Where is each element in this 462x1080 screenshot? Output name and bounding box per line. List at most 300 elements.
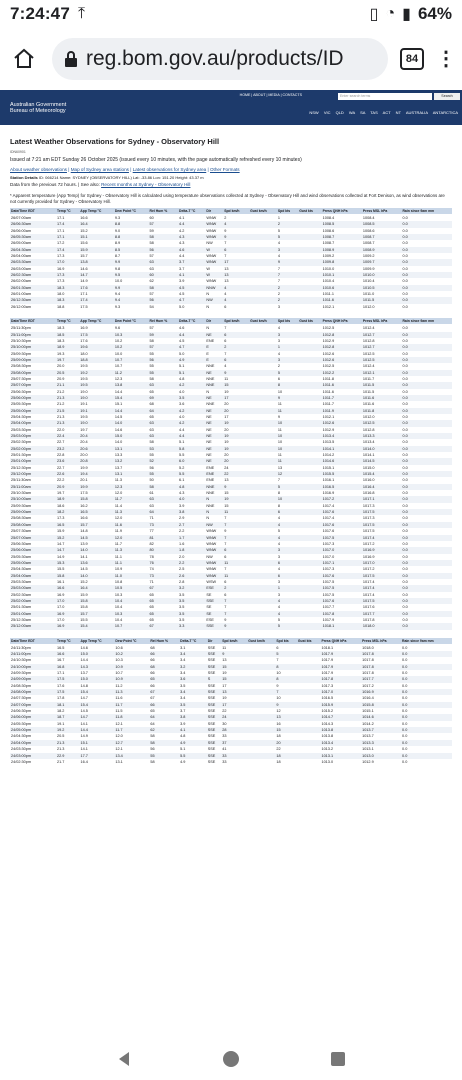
table-cell: 1016.5 — [322, 484, 362, 490]
table-cell: 4 — [223, 221, 249, 227]
table-cell: 53 — [149, 446, 179, 452]
table-cell: 4.4 — [179, 254, 185, 259]
table-cell: 22.6 — [56, 471, 79, 477]
table-cell: 4.5 — [179, 338, 185, 343]
table-cell: 10.9 — [114, 676, 149, 682]
table-cell: 11.9 — [114, 529, 122, 534]
table-cell: 14.3 — [79, 664, 114, 670]
table-cell: 4 — [277, 326, 281, 331]
table-cell: 16.6 — [56, 651, 79, 657]
column-header: Rain since 9am mm — [401, 318, 452, 325]
table-cell: WNW — [205, 560, 223, 566]
table-cell: 25/10:00am — [10, 496, 56, 502]
table-cell — [297, 644, 321, 651]
table-cell: 13.8 — [114, 382, 149, 388]
table-cell: 7 — [223, 611, 249, 617]
table-cell: 17.4 — [56, 221, 79, 227]
table-cell: 11.7 — [114, 702, 149, 708]
table-cell: 1016.4 — [362, 484, 402, 490]
table-cell: 3.5 — [178, 611, 205, 617]
table-cell: 17.5 — [56, 676, 79, 682]
table-cell: 3 — [277, 247, 298, 253]
table-cell: 25/06:00am — [10, 547, 56, 553]
table-cell: 7 — [277, 279, 281, 284]
table-cell: 18.6 — [57, 503, 65, 508]
table-cell: 11.2 — [114, 370, 149, 376]
table-cell: 73 — [149, 522, 179, 528]
table-cell: 3.6 — [179, 402, 185, 407]
table-cell: 25/07:00pm — [10, 382, 56, 388]
table-cell: 1.7 — [178, 535, 205, 541]
table-cell: 17.1 — [80, 292, 88, 297]
table-cell: 24/07:00pm — [10, 702, 56, 708]
table-cell: 17.4 — [56, 247, 79, 253]
latest-obs-link[interactable]: Latest observations for Sydney area — [132, 167, 207, 172]
table-cell: 16.9 — [57, 266, 65, 271]
table-cell: 26/03:30am — [10, 259, 56, 265]
table-cell: 81 — [149, 535, 179, 541]
table-cell: 57 — [149, 221, 179, 227]
table-cell: 11.4 — [114, 503, 122, 508]
table-cell: 25/03:30am — [11, 579, 32, 584]
search-input[interactable]: Enter search terms — [338, 93, 432, 100]
table-cell: 1011.7 — [322, 402, 334, 407]
table-cell: 64 — [149, 408, 179, 414]
table-cell: 11.3 — [114, 547, 149, 553]
table-cell: 14.1 — [80, 721, 88, 726]
table-cell — [249, 325, 277, 332]
table-cell: 1014.2 — [322, 453, 335, 458]
table-cell: 1011.5 — [362, 297, 402, 303]
table-cell: 12.3 — [114, 484, 149, 490]
table-cell: 11.7 — [114, 727, 149, 733]
table-cell: 4.1 — [179, 216, 185, 220]
table-cell: 1016.9 — [362, 554, 375, 559]
tab-switcher-button[interactable]: 84 — [400, 48, 424, 70]
table-cell: 1017.6 — [322, 598, 362, 604]
table-cell: 25/11:30am — [11, 478, 31, 483]
table-cell: 22.8 — [57, 453, 65, 458]
table-cell: SSE — [207, 740, 222, 746]
table-cell: 1014.2 — [362, 721, 374, 726]
table-cell: 0.0 — [401, 702, 452, 708]
back-icon[interactable] — [114, 1049, 134, 1069]
table-cell: 10.3 — [114, 332, 149, 338]
table-cell: 7 — [277, 272, 298, 278]
table-cell: 1010.0 — [322, 266, 335, 271]
table-cell: 10.9 — [114, 567, 123, 572]
table-cell: 1017.1 — [322, 560, 362, 566]
table-cell: 1017.0 — [322, 554, 335, 559]
table-cell: 10 — [277, 420, 298, 426]
table-cell: 9.0 — [114, 228, 121, 233]
table-cell: 5 — [277, 484, 298, 490]
other-formats-link[interactable]: Other Formats — [209, 167, 240, 172]
table-cell: 18 — [275, 753, 297, 759]
table-cell: 1016.9 — [322, 491, 335, 496]
column-header: Temp °C — [56, 208, 79, 215]
table-cell: 1008.6 — [322, 228, 335, 233]
table-cell: 14.0 — [114, 440, 123, 445]
table-cell: 0.0 — [401, 395, 452, 401]
table-cell: 58 — [150, 734, 155, 739]
table-cell: 20.9 — [56, 484, 79, 490]
table-cell: 55 — [149, 370, 179, 376]
table-cell: 1016.4 — [362, 696, 374, 701]
overflow-menu-icon[interactable]: ⋮ — [436, 48, 456, 70]
table-cell: WNW — [206, 254, 217, 259]
table-cell: 16.4 — [79, 221, 114, 227]
table-cell: 26/02:00am — [11, 279, 32, 284]
table-cell: 15.1 — [79, 234, 114, 240]
table-cell: 1017.9 — [321, 658, 334, 663]
table-cell: 10 — [276, 671, 281, 676]
table-cell: 14.4 — [79, 727, 114, 733]
column-header: Dir — [207, 638, 222, 645]
table-cell: 15.6 — [80, 241, 88, 246]
table-cell: 2.9 — [179, 516, 185, 521]
table-cell: 14.5 — [80, 709, 88, 714]
table-cell: 10.3 — [114, 611, 149, 617]
table-cell: 22 — [223, 471, 249, 477]
table-cell: 15 — [275, 727, 297, 733]
table-cell: 0.0 — [401, 420, 452, 426]
table-cell: NW — [206, 241, 213, 246]
table-cell: 0.0 — [402, 491, 408, 496]
table-cell: 4.3 — [179, 491, 185, 496]
table-cell — [298, 215, 321, 222]
table-cell: 14.7 — [80, 696, 88, 701]
table-cell: WNW — [205, 547, 223, 553]
table-cell: 1017.5 — [322, 585, 362, 591]
table-cell: 25/10:00pm — [10, 344, 56, 350]
recent-months-link[interactable]: Recent months at Sydney - Observatory Hill — [101, 182, 191, 187]
table-cell: 25/02:30am — [11, 592, 32, 597]
table-cell: 0.0 — [402, 304, 408, 309]
table-cell: 25/01:00am — [10, 611, 56, 617]
table-cell: 6 — [277, 573, 298, 579]
table-cell: NE — [205, 332, 223, 338]
home-button[interactable] — [0, 47, 48, 71]
table-cell: 58 — [149, 338, 154, 343]
table-cell: 67 — [150, 696, 155, 701]
table-cell: 17 — [223, 259, 249, 265]
table-cell: SSE — [207, 696, 216, 701]
table-cell: 1008.4 — [322, 216, 335, 220]
table-cell: 4 — [277, 598, 298, 604]
table-cell: ENE — [206, 338, 215, 343]
top-links[interactable]: HOME | ABOUT | MEDIA | CONTACTS — [239, 93, 302, 97]
table-cell: 57 — [149, 292, 154, 297]
table-cell: 15.5 — [80, 617, 88, 622]
table-cell: 4.1 — [179, 727, 207, 733]
table-cell: 11.1 — [114, 560, 149, 566]
table-cell: 19.7 — [56, 357, 79, 363]
table-cell: 16 — [276, 721, 281, 726]
table-cell: 4 — [223, 285, 249, 291]
table-cell: 19.4 — [79, 471, 114, 477]
table-cell: 5.5 — [179, 453, 185, 458]
table-cell: 52 — [149, 458, 179, 464]
table-row — [10, 759, 452, 765]
table-cell: 57 — [149, 254, 154, 259]
table-cell: 1017.1 — [362, 496, 402, 502]
table-cell: 16.9 — [56, 623, 79, 629]
table-cell: 65 — [149, 592, 154, 597]
table-cell: 58 — [150, 759, 155, 764]
table-cell: N — [206, 292, 210, 297]
table-cell: 24/11:30pm — [11, 645, 31, 650]
table-cell — [249, 215, 277, 222]
table-cell: 24 — [221, 714, 247, 720]
table-cell: 0.0 — [401, 285, 452, 291]
table-cell: 3.2 — [179, 664, 207, 670]
table-cell: WNW — [205, 573, 223, 579]
table-cell: 16.6 — [80, 516, 88, 521]
table-cell: 6 — [277, 376, 281, 381]
table-cell: 25/10:30am — [11, 491, 32, 496]
table-cell: 7 — [224, 241, 227, 246]
table-cell: 1012.8 — [322, 344, 362, 350]
table-cell: 19 — [222, 696, 227, 701]
table-cell: 68 — [149, 402, 154, 407]
table-cell: 24/02:30pm — [11, 759, 32, 764]
table-cell: 25/10:30pm — [11, 338, 32, 343]
table-cell: 1013.4 — [362, 440, 375, 445]
table-cell: 66 — [149, 651, 179, 657]
table-cell: 11.3 — [114, 478, 122, 483]
table-cell: 13.9 — [80, 541, 88, 546]
table-cell: 0.0 — [402, 683, 408, 688]
table-cell: S — [207, 676, 222, 682]
column-header: Date/Time EDT — [10, 638, 56, 645]
table-cell: 10.0 — [114, 351, 123, 356]
table-cell: 1012.6 — [322, 357, 362, 363]
table-cell: 11 — [223, 573, 249, 579]
table-cell: 62 — [149, 279, 154, 284]
table-cell: 19.2 — [56, 727, 79, 733]
url-text: reg.bom.gov.au/products/ID — [86, 47, 344, 70]
main-content — [0, 125, 462, 765]
table-cell: 0.0 — [402, 440, 408, 445]
table-cell: 28 — [221, 727, 247, 733]
map-link[interactable]: Map of Sydney area stations — [70, 167, 129, 172]
table-cell: NNE — [205, 484, 223, 490]
table-cell: 13.1 — [114, 446, 149, 452]
table-cell: 25/02:00am — [10, 598, 56, 604]
table-cell: 20.9 — [57, 376, 65, 381]
table-cell: 1008.7 — [362, 234, 402, 240]
table-cell: 0.0 — [401, 598, 452, 604]
table-cell: 1016.0 — [362, 478, 375, 483]
table-cell: 1017.6 — [322, 529, 335, 534]
table-cell: 1014.3 — [321, 721, 334, 726]
recents-icon[interactable] — [328, 1049, 348, 1069]
table-cell: 4.8 — [179, 376, 185, 381]
table-cell: 17.3 — [57, 254, 65, 259]
table-cell: 63 — [149, 420, 179, 426]
table-cell: 9 — [221, 651, 247, 657]
table-cell: 18.9 — [56, 496, 79, 502]
table-cell: 25/09:30am — [11, 503, 32, 508]
table-cell: 3.6 — [179, 676, 207, 682]
table-cell: 12.1 — [115, 747, 123, 752]
table-cell: 0.0 — [401, 382, 452, 388]
table-cell: 21.2 — [57, 402, 65, 407]
table-cell: 4.2 — [178, 420, 205, 426]
column-header: Spd kts — [275, 638, 297, 645]
table-cell: 25/12:00pm — [10, 471, 56, 477]
table-cell: 14.5 — [79, 535, 114, 541]
table-cell: 6 — [277, 560, 298, 566]
table-cell: 13 — [275, 714, 297, 720]
table-cell: 0.0 — [402, 645, 408, 650]
table-cell: 24/11:00pm — [10, 651, 56, 657]
table-cell: 60 — [149, 216, 154, 220]
table-cell: 4 — [277, 541, 281, 546]
table-cell: 0.0 — [402, 617, 408, 622]
table-cell: 7 — [224, 516, 227, 521]
table-cell: 1016.1 — [322, 478, 335, 483]
table-cell: 15.8 — [56, 573, 79, 579]
table-cell: 4 — [277, 351, 281, 356]
table-cell: 16.5 — [57, 645, 65, 650]
table-cell: 1009.8 — [322, 259, 362, 265]
table-cell: 21.3 — [56, 740, 79, 746]
table-cell: 11.6 — [114, 522, 149, 528]
table-cell: 14.1 — [80, 747, 88, 752]
table-cell: 66 — [150, 671, 155, 676]
table-cell: 13.7 — [80, 671, 88, 676]
table-cell: 19.5 — [80, 376, 88, 381]
table-cell: 66 — [149, 702, 179, 708]
home-nav-icon[interactable] — [221, 1049, 241, 1069]
table-cell: 11 — [222, 645, 227, 650]
table-cell: 0.0 — [402, 389, 408, 394]
table-cell: 25/09:00am — [10, 509, 56, 515]
table-cell: N — [205, 509, 223, 515]
table-cell: 25/12:30am — [11, 617, 32, 622]
table-cell: NE — [206, 427, 212, 432]
table-cell: 12 — [277, 471, 298, 477]
table-cell: 1011.9 — [322, 408, 362, 414]
table-cell: 13 — [224, 478, 229, 483]
table-cell: 20 — [275, 740, 297, 746]
about-observations-link[interactable]: About weather observations — [10, 167, 67, 172]
table-cell: 0.0 — [402, 279, 408, 284]
table-row — [10, 644, 452, 651]
table-cell: 12.0 — [114, 516, 123, 521]
table-cell: 1014.1 — [322, 446, 362, 452]
vibrate-icon: ▯ — [369, 6, 379, 23]
table-cell: 1015.1 — [322, 465, 335, 470]
column-header: Spd km/h — [223, 208, 249, 215]
table-cell: 5.8 — [178, 446, 205, 452]
table-cell: 22.7 — [57, 440, 65, 445]
page-title: Latest Weather Observations for Sydney - Observatory Hill — [10, 137, 220, 146]
table-cell: 26/06:30am — [10, 221, 56, 227]
table-cell: 25/12:30pm — [11, 465, 32, 470]
table-cell: 24/10:00pm — [10, 664, 56, 670]
table-cell: 25/01:30pm — [11, 453, 32, 458]
table-cell: 1017.7 — [362, 611, 402, 617]
table-cell: SSE — [207, 759, 216, 764]
table-cell: 24/08:30pm — [11, 683, 32, 688]
table-cell: 0.0 — [401, 611, 452, 617]
table-cell: SSE — [205, 623, 223, 629]
table-cell: 1015.1 — [362, 709, 374, 714]
table-cell: 2 — [224, 216, 227, 220]
table-cell: 8 — [277, 491, 281, 496]
table-cell: 1012.5 — [322, 364, 335, 369]
table-cell: 1.6 — [179, 541, 185, 546]
table-cell: 4.4 — [179, 427, 185, 432]
table-cell: 11.8 — [114, 714, 149, 720]
table-cell: 1012.9 — [322, 338, 335, 343]
table-cell: 17.1 — [57, 216, 65, 220]
table-cell: 66 — [150, 683, 155, 688]
table-cell: 9.9 — [114, 259, 149, 265]
table-cell: 21.7 — [57, 759, 65, 764]
table-cell: 1012.4 — [362, 326, 375, 331]
table-cell: 4.0 — [178, 496, 205, 502]
table-cell: 3.5 — [179, 592, 185, 597]
table-cell: NE — [205, 433, 223, 439]
search-button[interactable]: Search — [434, 93, 460, 100]
table-cell: WNW — [205, 535, 223, 541]
table-cell: 1017.4 — [362, 579, 375, 584]
column-header: Delta-T °C — [178, 208, 205, 215]
table-row — [10, 325, 452, 332]
table-cell: 77 — [149, 529, 154, 534]
column-header: Press QNH hPa — [322, 318, 362, 325]
table-cell: 17.6 — [57, 683, 65, 688]
table-row — [10, 623, 452, 629]
table-cell: 80 — [149, 547, 179, 553]
state-nav[interactable]: NSW VIC QLD WA SA TAS ACT NT AUSTRALIA ANTARCTICA — [309, 110, 458, 115]
table-cell: 7 — [224, 541, 227, 546]
table-cell: 25/11:30pm — [11, 326, 31, 331]
table-cell: 10.7 — [114, 623, 149, 629]
table-cell: 1013.0 — [361, 753, 401, 759]
table-cell: 26/02:30am — [10, 272, 56, 278]
table-cell: E — [205, 344, 223, 350]
table-cell: 1012.1 — [362, 370, 402, 376]
table-cell: 26/05:30am — [10, 234, 56, 240]
bom-logo[interactable]: Australian Government Bureau of Meteorology — [10, 101, 67, 114]
table-cell: 17.3 — [57, 279, 65, 284]
table-cell: 0.0 — [401, 247, 452, 253]
table-cell: NNW — [205, 285, 223, 291]
obs-table-26 — [10, 208, 452, 310]
table-cell: 17.6 — [79, 285, 114, 291]
table-cell: 0.0 — [402, 567, 408, 572]
table-cell: 20 — [224, 427, 229, 432]
table-cell: 10.4 — [114, 605, 123, 610]
address-bar[interactable] — [52, 38, 388, 80]
table-cell: 11.2 — [115, 683, 123, 688]
table-cell: 0.0 — [402, 402, 408, 407]
table-cell: W — [205, 247, 223, 253]
table-cell: 3.8 — [178, 509, 205, 515]
table-cell: 19.2 — [79, 370, 114, 376]
table-cell: 4 — [224, 292, 227, 297]
table-cell: 1017.4 — [362, 585, 402, 591]
table-cell: 0.0 — [401, 496, 452, 502]
table-cell: 2 — [223, 344, 249, 350]
table-cell: 19.0 — [80, 389, 88, 394]
table-cell: 3 — [277, 554, 281, 559]
